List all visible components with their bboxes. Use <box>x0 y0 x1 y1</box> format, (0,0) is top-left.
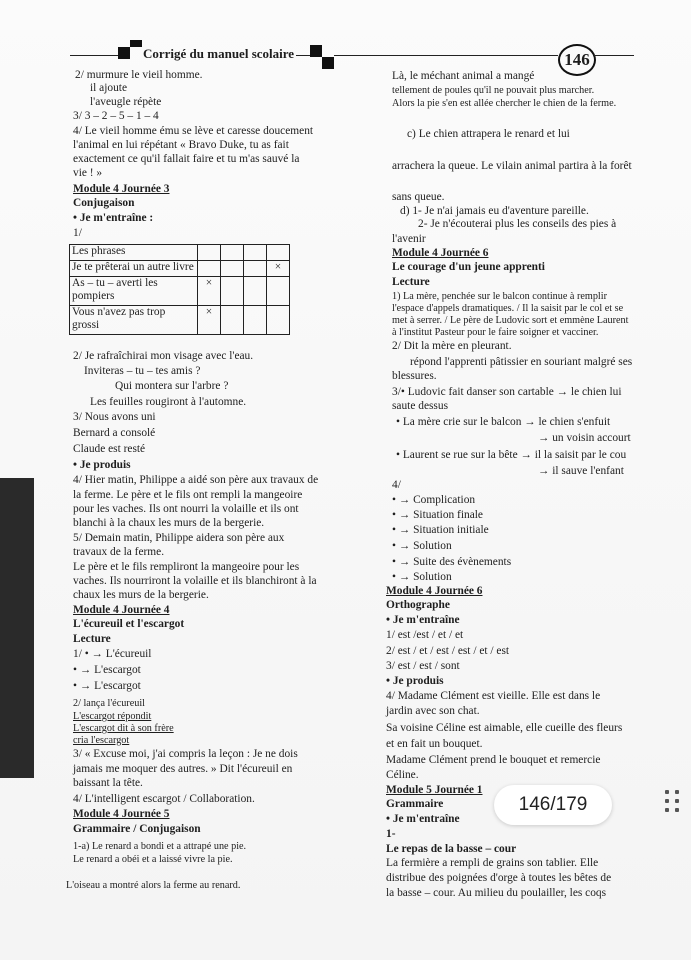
page-number: 146 <box>558 44 596 76</box>
text-line: • Laurent se rue sur la bête → il la saisit par le cou <box>396 449 627 461</box>
table-cell <box>267 277 290 306</box>
text-line: Alors la pie s'en est allée chercher le chien de la ferme. <box>392 98 617 109</box>
table-cell: As – tu – averti les pompiers <box>70 277 198 306</box>
text-line: → un voisin accourt <box>538 432 631 444</box>
table-cell: Les phrases <box>70 245 198 261</box>
table-cell <box>244 245 267 261</box>
header-rule-end <box>594 55 634 56</box>
text-line: l'avenir <box>392 233 426 245</box>
table-cell <box>244 306 267 335</box>
section-heading: Lecture <box>73 633 111 645</box>
text-line: répond l'apprenti pâtissier en souriant malgré ses <box>410 356 633 368</box>
header-square <box>322 57 334 69</box>
text-line: L'oiseau a montré alors la ferme au renard. <box>66 880 241 891</box>
text-line: • → Complication <box>392 494 476 506</box>
text-line: l'aveugle répète <box>90 96 162 108</box>
text-line: saute dessus <box>392 400 448 412</box>
text-line: Claude est resté <box>73 443 146 455</box>
section-heading: • Je m'entraîne <box>386 614 460 626</box>
text-line: chaux les murs de la bergerie. <box>73 589 209 601</box>
table-cell <box>198 245 221 261</box>
text-line: Les feuilles rougiront à l'automne. <box>90 396 247 408</box>
text-line: 4/ Hier matin, Philippe a aidé son père aux travaux de <box>73 474 319 486</box>
text-line: • → Solution <box>392 540 452 552</box>
text-line: • La mère crie sur le balcon → le chien s'enfuit <box>396 416 611 428</box>
table-cell: Vous n'avez pas trop grossi <box>70 306 198 335</box>
more-dots-icon[interactable] <box>663 788 685 822</box>
section-heading: Module 4 Journée 3 <box>73 183 170 195</box>
text-line: 4/ <box>392 479 401 491</box>
text-line: 4/ L'intelligent escargot / Collaboration. <box>73 793 255 805</box>
table-cell <box>221 245 244 261</box>
text-line: il ajoute <box>90 82 128 94</box>
text-line: à l'institut Pasteur pour le faire soigner et vacciner. <box>392 327 599 338</box>
table-row <box>70 261 290 277</box>
text-line: vaches. Ils nourriront la volaille et ils blanchiront à la <box>73 575 317 587</box>
header-rule-left <box>70 55 118 56</box>
text-line: cria l'escargot <box>73 735 130 746</box>
text-line: 3/ 3 – 2 – 5 – 1 – 4 <box>73 110 159 122</box>
table-cell <box>267 306 290 335</box>
text-line: blanchi à la chaux les murs de la bergerie. <box>73 517 265 529</box>
text-line: L'escargot répondit <box>73 711 152 722</box>
text-line: exactement ce qu'il fallait faire et tu m'as sauvé la <box>73 153 300 165</box>
text-line: jamais me moquer des autres. » Dit l'écureuil en <box>73 763 293 775</box>
text-line: Bernard a consolé <box>73 427 156 439</box>
table-cell <box>267 245 290 261</box>
text-line: 3/ Nous avons uni <box>73 411 156 423</box>
header-title: Corrigé du manuel scolaire <box>143 46 295 61</box>
section-heading: Conjugaison <box>73 197 135 209</box>
text-line: blessures. <box>392 370 437 382</box>
section-heading: Le repas de la basse – cour <box>386 843 517 855</box>
header-rule-right <box>334 55 558 56</box>
table-cell <box>244 261 267 277</box>
text-line: 4/ Le vieil homme ému se lève et caresse doucement <box>73 125 314 137</box>
text-line: met à serrer. / Le père de Ludovic sort et emmène Laurent <box>392 315 629 326</box>
text-line: L'escargot dit à son frère <box>73 723 174 734</box>
text-line: Là, le méchant animal a mangé <box>392 70 535 82</box>
text-line: 1/ est /est / et / et <box>386 629 464 641</box>
binding-shadow <box>0 478 34 778</box>
text-line: Le père et le fils rempliront la mangeoire pour les <box>73 561 300 573</box>
section-heading: Module 4 Journée 4 <box>73 604 170 616</box>
text-line: jardin avec son chat. <box>386 705 480 717</box>
text-line: 5/ Demain matin, Philippe aidera son père aux <box>73 532 285 544</box>
section-heading: 1- <box>386 828 396 840</box>
text-line: • → Situation finale <box>392 509 483 521</box>
text-line: et en fait un bouquet. <box>386 738 483 750</box>
table-row <box>70 306 290 335</box>
text-line: → il sauve l'enfant <box>538 465 624 477</box>
table-row <box>70 245 290 261</box>
text-line: 1/ • → L'écureuil <box>73 648 152 660</box>
text-line: Madame Clément prend le bouquet et remercie <box>386 754 601 766</box>
text-line: Céline. <box>386 769 419 781</box>
section-heading: • Je m'entraîne : <box>73 212 154 224</box>
section-heading: Module 4 Journée 5 <box>73 808 170 820</box>
table-cell: Je te prêterai un autre livre <box>70 261 198 277</box>
table-cell: × <box>198 277 221 306</box>
text-line: 2/ Je rafraîchirai mon visage avec l'eau. <box>73 350 254 362</box>
section-heading: Module 4 Journée 6 <box>386 585 483 597</box>
text-line: 2/ Dit la mère en pleurant. <box>392 340 512 352</box>
section-heading: Orthographe <box>386 599 450 611</box>
conjugation-table <box>69 244 290 335</box>
text-line: Le renard a obéi et a laissé vivre la pie. <box>73 854 233 865</box>
text-line: la ferme. Le père et le fils ont rempli la mangeoire <box>73 489 303 501</box>
text-line: sans queue. <box>392 191 445 203</box>
text-line: l'animal en lui répétant « Bravo Duke, tu as fait <box>73 139 289 151</box>
text-line: c) Le chien attrapera le renard et lui <box>407 128 570 140</box>
text-line: 1-a) Le renard a bondi et a attrapé une pie. <box>73 841 247 852</box>
text-line: distribue des poignées d'orge à toutes les bêtes de <box>386 872 612 884</box>
section-heading: • Je produis <box>386 675 444 687</box>
text-line: pour les vaches. Ils ont nourri la volaille et ils ont <box>73 503 299 515</box>
text-line: la basse – cour. Au milieu du poulailler, les coqs <box>386 887 607 899</box>
section-heading: Grammaire / Conjugaison <box>73 823 201 835</box>
text-line: Inviteras – tu – tes amis ? <box>84 365 201 377</box>
section-heading: • Je m'entraîne <box>386 813 460 825</box>
text-line: 2/ murmure le vieil homme. <box>75 69 203 81</box>
text-line: travaux de la ferme. <box>73 546 165 558</box>
text-line: • → L'escargot <box>73 680 141 692</box>
section-heading: Le courage d'un jeune apprenti <box>392 261 545 273</box>
text-line: 3/• Ludovic fait danser son cartable → le chien lui <box>392 386 622 398</box>
header-square <box>130 40 142 47</box>
text-line: Qui montera sur l'arbre ? <box>115 380 229 392</box>
section-heading: • Je produis <box>73 459 131 471</box>
text-line: vie ! » <box>73 167 103 179</box>
text-line: 2/ est / et / est / est / et / est <box>386 645 510 657</box>
page-indicator[interactable]: 146/179 <box>494 785 612 825</box>
text-line: 3/ est / est / sont <box>386 660 460 672</box>
table-cell <box>221 306 244 335</box>
text-line: tellement de poules qu'il ne pouvait plus marcher. <box>392 85 595 96</box>
section-heading: Lecture <box>392 276 430 288</box>
table-cell <box>221 261 244 277</box>
table-cell: × <box>198 306 221 335</box>
text-line: l'espace d'appels dramatiques. / Il la saisit par le col et se <box>392 303 624 314</box>
table-cell: × <box>267 261 290 277</box>
section-heading: Grammaire <box>386 798 444 810</box>
text-line: d) 1- Je n'ai jamais eu d'aventure pareille. <box>400 205 589 217</box>
text-line: La fermière a rempli de grains son tablier. Elle <box>386 857 599 869</box>
text-line: • → L'escargot <box>73 664 141 676</box>
text-line: • → Situation initiale <box>392 524 489 536</box>
section-heading: Module 5 Journée 1 <box>386 784 483 796</box>
text-line: • → Suite des évènements <box>392 556 512 568</box>
text-line: 1) La mère, penchée sur le balcon continue à remplir <box>392 291 607 302</box>
header-square <box>310 45 322 57</box>
text-line: 2- Je n'écouterai plus les conseils des pies à <box>418 218 617 230</box>
header-square <box>118 47 130 59</box>
table-cell <box>198 261 221 277</box>
text-line: baissant la tête. <box>73 777 143 789</box>
text-line: 2/ lança l'écureuil <box>73 698 145 709</box>
text-line: 1/ <box>73 227 82 239</box>
text-line: Sa voisine Céline est aimable, elle cueille des fleurs <box>386 722 623 734</box>
text-line: 3/ « Excuse moi, j'ai compris la leçon : Je ne dois <box>73 748 298 760</box>
text-line: 4/ Madame Clément est vieille. Elle est dans le <box>386 690 601 702</box>
section-heading: Module 4 Journée 6 <box>392 247 489 259</box>
table-cell <box>221 277 244 306</box>
section-heading: L'écureuil et l'escargot <box>73 618 185 630</box>
text-line: • → Solution <box>392 571 452 583</box>
text-line: arrachera la queue. Le vilain animal partira à la forêt <box>392 160 632 172</box>
table-row <box>70 277 290 306</box>
table-cell <box>244 277 267 306</box>
